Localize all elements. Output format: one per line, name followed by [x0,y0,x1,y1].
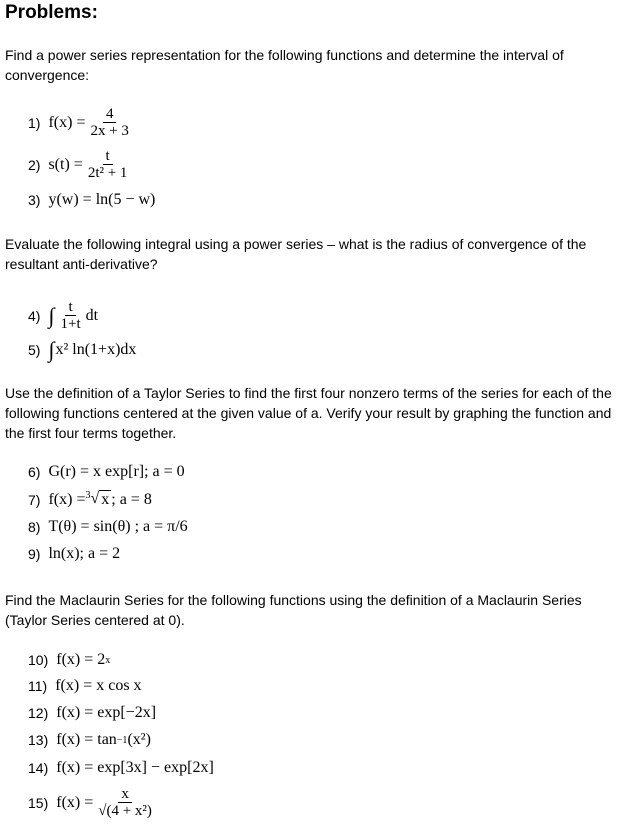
problem-6 [28,463,185,481]
problem-14 [28,759,214,777]
problem-expression: y(w) = ln(5 − w) [48,191,156,208]
integral-sign-icon: ∫ [48,303,55,328]
problem-1 [28,106,134,140]
fraction [87,106,131,140]
fraction [57,299,83,333]
problem-expression: T(θ) = sin(θ) ; a = π/6 [48,518,188,535]
problem-number: 11) [28,678,48,694]
fraction-numerator: x [118,786,132,803]
problem-11 [28,677,142,695]
fraction-denominator: 2t² + 1 [87,165,128,181]
expression-lhs: s(t) = [48,156,83,173]
problem-number: 4) [28,308,41,324]
problem-number: 8) [28,519,41,535]
expression-lhs: f(x) = [48,114,86,131]
problem-number: 1) [28,115,41,131]
problem-expression: G(r) = x exp[r]; a = 0 [48,463,185,480]
problem-number: 3) [28,192,41,208]
fraction-denominator: √(4 + x²) [98,803,152,819]
integral-sign-icon: ∫ [48,337,55,362]
problem-7 [28,490,152,509]
expression-lhs: f(x) = [56,794,94,811]
problem-8 [28,518,188,536]
fraction-numerator: t [103,148,113,165]
problem-12 [28,704,156,722]
problem-13 [28,731,151,749]
problem-expression [48,106,133,140]
expression-tail: ; a = 8 [111,490,152,508]
problem-expression [56,731,151,749]
problem-9 [28,545,120,563]
fraction-numerator: t [65,299,75,316]
problem-3 [28,191,155,209]
fraction [85,148,131,182]
problem-expression: f(x) = exp[3x] − exp[2x] [56,759,214,776]
problem-4 [28,299,98,333]
radicand: x [101,491,110,508]
problem-expression [48,148,132,182]
exponent: −1 [116,734,128,746]
problem-expression: f(x) = exp[−2x] [56,704,157,721]
problem-number: 14) [28,760,49,776]
radical-sign-icon: √ [90,490,100,507]
problem-number: 15) [28,795,49,811]
problem-10 [28,651,110,669]
problem-number: 5) [28,342,41,358]
section-2-intro: Evaluate the following integral using a power series – what is the radius of convergence of the resultant anti-derivative? [5,236,587,272]
page-title: Problems: [5,2,98,23]
section-3-intro: Use the definition of a Taylor Series to find the first four nonzero terms of the series for each of the following functions centered at the given value of a. Verify your result by graphing the function and the first four terms together. [5,385,612,441]
expression-lhs: f(x) = [48,490,86,508]
problem-expression [56,651,110,669]
problem-15 [28,786,157,820]
problem-expression [48,299,98,333]
section-4-intro: Find the Maclaurin Series for the following functions using the definition of a Maclaurin Series (Taylor Series centered at 0). [5,592,582,628]
problem-number: 6) [28,464,41,480]
problem-5 [28,337,136,363]
problem-expression: f(x) = x cos x [55,677,142,694]
problem-number: 13) [28,732,49,748]
section-1-intro: Find a power series representation for the following functions and determine the interval of convergence: [5,47,564,83]
radical [85,490,111,509]
problem-expression [48,490,151,509]
fraction-denominator: 2x + 3 [90,123,129,139]
expression-tail: (x²) [127,731,151,748]
problem-expression [48,337,136,363]
fraction [95,786,155,820]
problem-2 [28,148,132,182]
integrand: x² ln(1+x)dx [55,341,137,358]
problem-expression [56,786,157,820]
expression-lhs: f(x) = tan [56,731,117,748]
problem-number: 2) [28,157,41,173]
problem-expression: ln(x); a = 2 [48,545,121,562]
fraction-numerator: 4 [103,106,117,123]
problem-number: 9) [28,546,41,562]
expression-lhs: f(x) = 2 [56,651,106,668]
problem-number: 7) [28,491,41,508]
root-index: 3 [85,490,91,501]
problem-number: 10) [28,652,49,668]
problem-number: 12) [28,705,49,721]
exponent: x [105,654,111,666]
differential: dt [85,307,99,324]
fraction-denominator: 1+t [60,316,81,332]
